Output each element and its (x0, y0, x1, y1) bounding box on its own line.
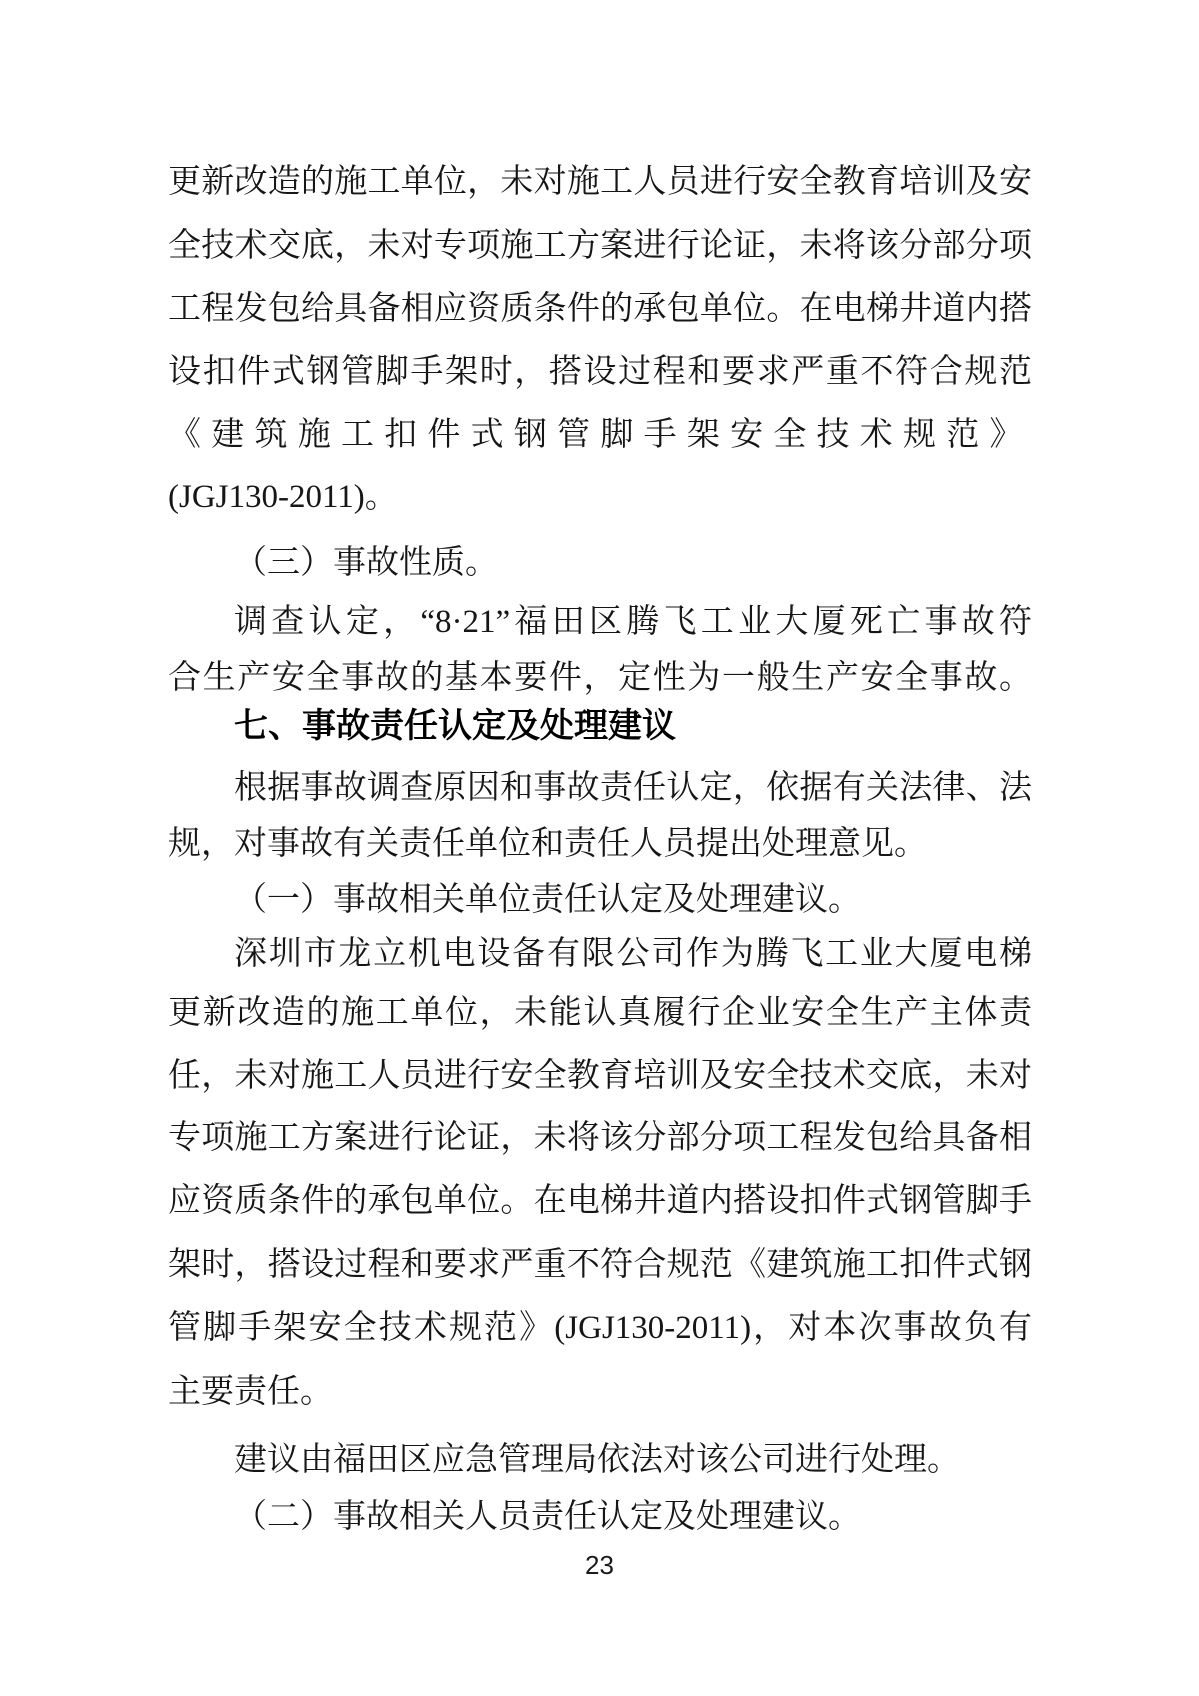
text-line: 规，对事故有关责任单位和责任人员提出处理意见。 (168, 826, 927, 862)
section-heading: 七、事故责任认定及处理建议 (234, 707, 676, 745)
text-line: 更新改造的施工单位，未对施工人员进行安全教育培训及安 (168, 164, 1032, 200)
text-line: 合生产安全事故的基本要件，定性为一般生产安全事故。 (168, 660, 1032, 696)
text-line: 架时，搭设过程和要求严重不符合规范《建筑施工扣件式钢 (168, 1247, 1032, 1283)
text-line: 设扣件式钢管脚手架时，搭设过程和要求严重不符合规范 (168, 354, 1032, 390)
text-line: 调查认定，“8·21”福田区腾飞工业大厦死亡事故符 (234, 604, 1032, 640)
text-line: 全技术交底，未对专项施工方案进行论证，未将该分部分项 (168, 228, 1032, 264)
text-line: 任，未对施工人员进行安全教育培训及安全技术交底，未对 (168, 1058, 1032, 1094)
text-line: 《建筑施工扣件式钢管脚手架安全技术规范》 (168, 417, 1032, 453)
text-line: 工程发包给具备相应资质条件的承包单位。在电梯井道内搭 (168, 291, 1032, 327)
text-line: 深圳市龙立机电设备有限公司作为腾飞工业大厦电梯 (234, 936, 1032, 972)
text-line: 更新改造的施工单位，未能认真履行企业安全生产主体责 (168, 995, 1032, 1031)
text-line: (JGJ130-2011)。 (168, 479, 398, 515)
text-line: 管脚手架安全技术规范》(JGJ130-2011)，对本次事故负有 (168, 1310, 1032, 1346)
text-line: 根据事故调查原因和事故责任认定，依据有关法律、法 (234, 770, 1032, 806)
subsection-title: （二）事故相关人员责任认定及处理建议。 (234, 1499, 861, 1535)
page-number: 23 (585, 1550, 614, 1580)
text-line: 建议由福田区应急管理局依法对该公司进行处理。 (234, 1442, 960, 1478)
text-line: 专项施工方案进行论证，未将该分部分项工程发包给具备相 (168, 1120, 1032, 1156)
text-line: 应资质条件的承包单位。在电梯井道内搭设扣件式钢管脚手 (168, 1183, 1032, 1219)
text-line: 主要责任。 (168, 1374, 333, 1410)
subsection-title: （三）事故性质。 (234, 545, 498, 581)
subsection-title: （一）事故相关单位责任认定及处理建议。 (234, 882, 861, 918)
